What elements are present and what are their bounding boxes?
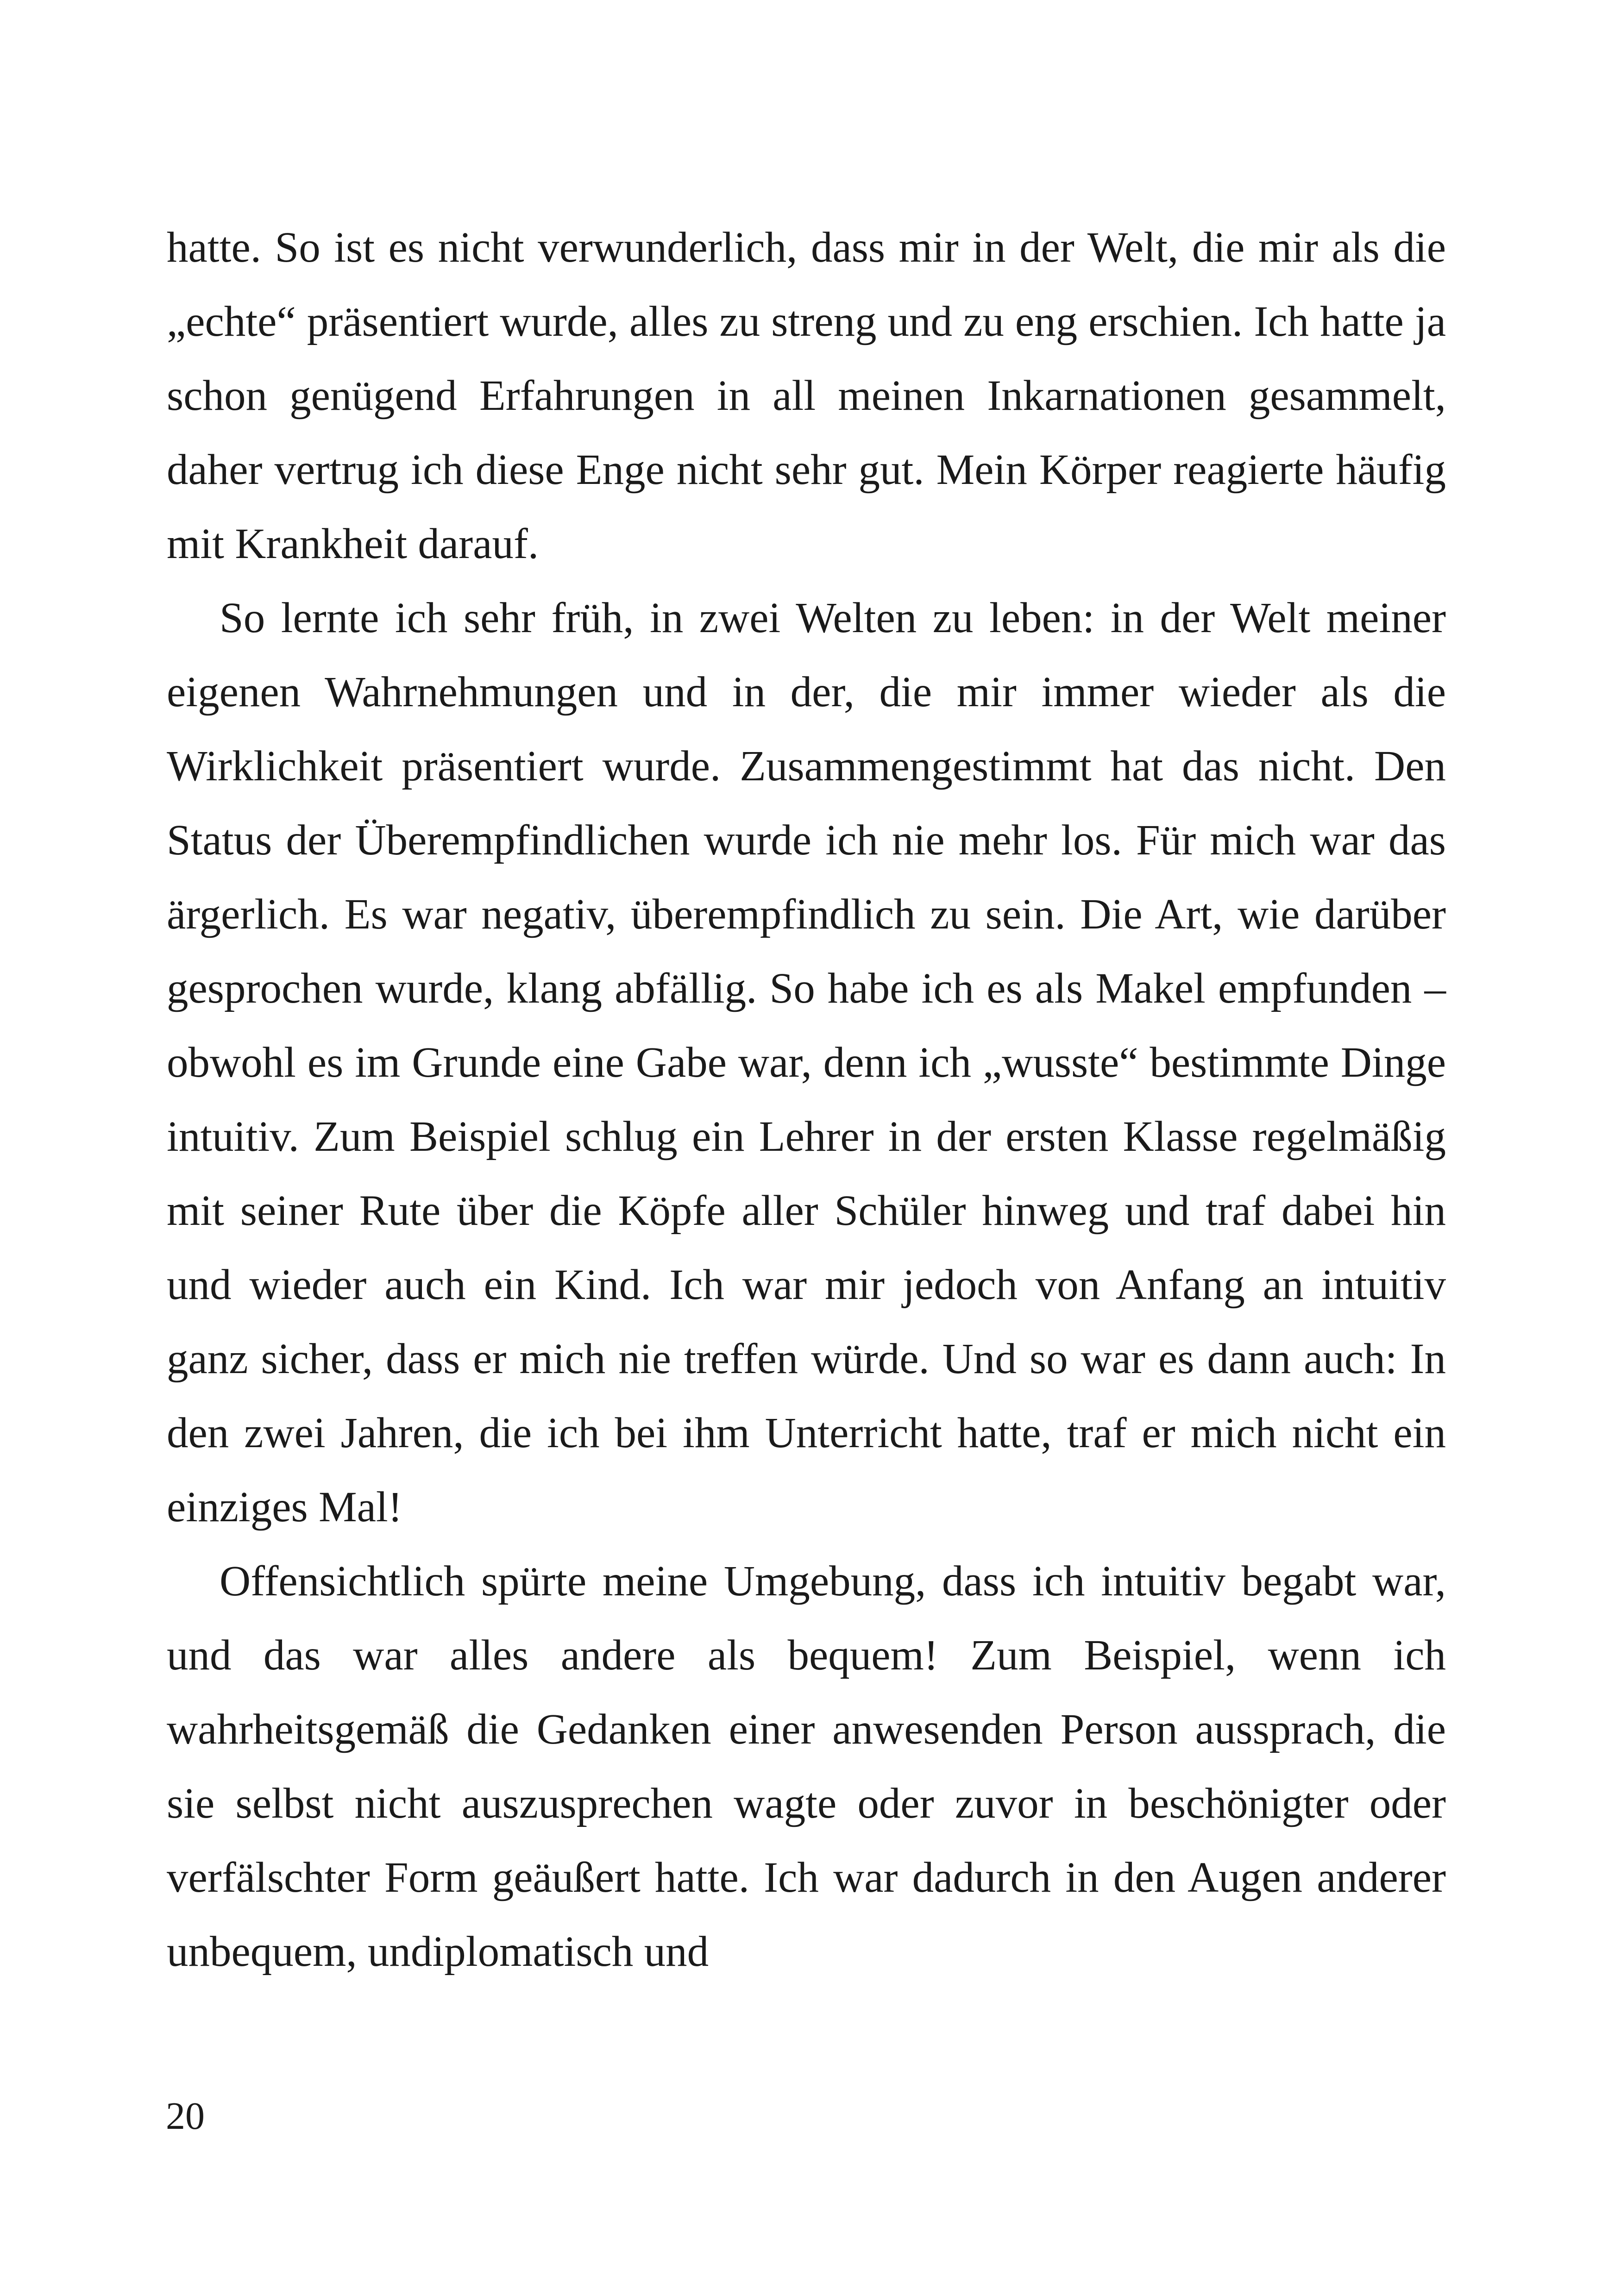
paragraph-1: hatte. So ist es nicht verwunderlich, dass mir in der Welt, die mir als die „echte“ präsentiert wurde, alles zu streng und zu eng erschien. Ich hatte ja schon genügend Erfahrungen in all meinen Inkarnationen gesammelt, daher vertrug ich diese Enge nicht sehr gut. Mein Körper reagierte häufig mit Krankheit darauf. [167,224,1446,568]
body-text [167,211,1446,1989]
paragraph-3: Offensichtlich spürte meine Umgebung, dass ich intuitiv begabt war, und das war alles andere als bequem! Zum Beispiel, wenn ich wahrheitsgemäß die Gedanken einer anwesenden Person aussprach, die sie selbst nicht auszusprechen wagte oder zuvor in beschönigter oder verfälschter Form geäußert hatte. Ich war dadurch in den Augen anderer unbequem, undiplomatisch und [167,1557,1446,1976]
paragraph-2: So lernte ich sehr früh, in zwei Welten zu leben: in der Welt meiner eigenen Wahrnehmungen und in der, die mir immer wieder als die Wirklichkeit präsentiert wurde. Zusammengestimmt hat das nicht. Den Status der Überempfindlichen wurde ich nie mehr los. Für mich war das ärgerlich. Es war negativ, überempfindlich zu sein. Die Art, wie darüber gesprochen wurde, klang abfällig. So habe ich es als Makel empfunden – obwohl es im Grunde eine Gabe war, denn ich „wusste“ bestimmte Dinge intuitiv. Zum Beispiel schlug ein Lehrer in der ersten Klasse regelmäßig mit seiner Rute über die Köpfe aller Schüler hinweg und traf dabei hin und wieder auch ein Kind. Ich war mir jedoch von Anfang an intuitiv ganz sicher, dass er mich nie treffen würde. Und so war es dann auch: In den zwei Jahren, die ich bei ihm Unterricht hatte, traf er mich nicht ein einziges Mal! [167,594,1446,1531]
page-number: 20 [166,2095,205,2138]
